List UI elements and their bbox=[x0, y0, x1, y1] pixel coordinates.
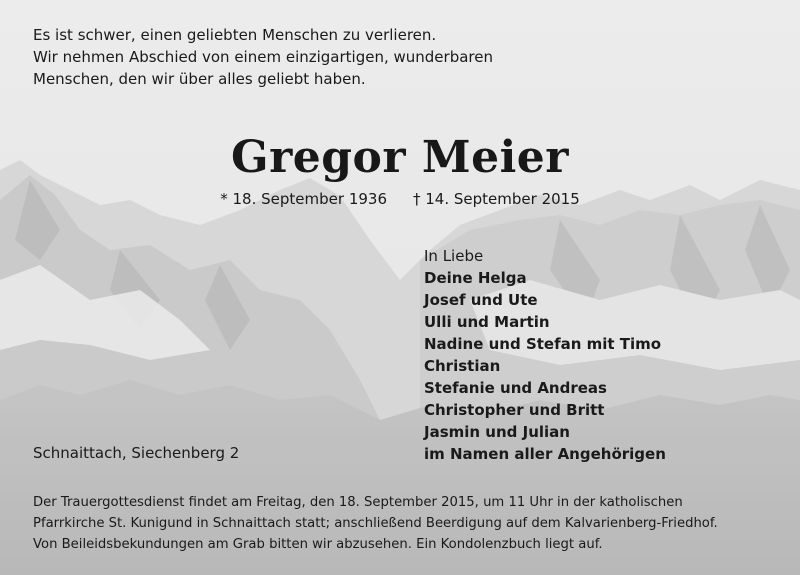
death-date: † 14. September 2015 bbox=[413, 190, 580, 208]
funeral-info bbox=[33, 492, 773, 555]
deceased-name: Gregor Meier bbox=[231, 132, 569, 183]
funeral-line: Von Beileidsbekundungen am Grab bitten wir abzusehen. Ein Kondolenzbuch liegt auf. bbox=[33, 537, 603, 552]
birth-date: * 18. September 1936 bbox=[220, 190, 387, 208]
poem-line: Es ist schwer, einen geliebten Menschen zu verlieren. bbox=[33, 26, 437, 44]
mourner-name: Jasmin und Julian bbox=[424, 423, 570, 441]
mourner-name: Stefanie und Andreas bbox=[424, 379, 607, 397]
life-dates bbox=[0, 189, 800, 209]
family-address: Schnaittach, Siechenberg 2 bbox=[33, 444, 240, 462]
mourner-name: Josef und Ute bbox=[424, 291, 538, 309]
mourner-name: Ulli und Martin bbox=[424, 313, 550, 331]
funeral-line: Der Trauergottesdienst findet am Freitag, den 18. September 2015, um 11 Uhr in der katholischen bbox=[33, 495, 683, 510]
mourners-list bbox=[424, 245, 666, 465]
poem-line: Menschen, den wir über alles geliebt haben. bbox=[33, 70, 366, 88]
mourner-name: Christian bbox=[424, 357, 501, 375]
mourners-intro: In Liebe bbox=[424, 247, 484, 265]
mourner-name: Nadine und Stefan mit Timo bbox=[424, 335, 662, 353]
funeral-line: Pfarrkirche St. Kunigund in Schnaittach statt; anschließend Beerdigung auf dem Kalvarienberg-Friedhof. bbox=[33, 516, 718, 531]
poem-line: Wir nehmen Abschied von einem einzigartigen, wunderbaren bbox=[33, 48, 493, 66]
mourner-name: im Namen aller Angehörigen bbox=[424, 445, 666, 463]
mourner-name: Christopher und Britt bbox=[424, 401, 605, 419]
poem bbox=[33, 24, 553, 90]
mourner-name: Deine Helga bbox=[424, 269, 527, 287]
